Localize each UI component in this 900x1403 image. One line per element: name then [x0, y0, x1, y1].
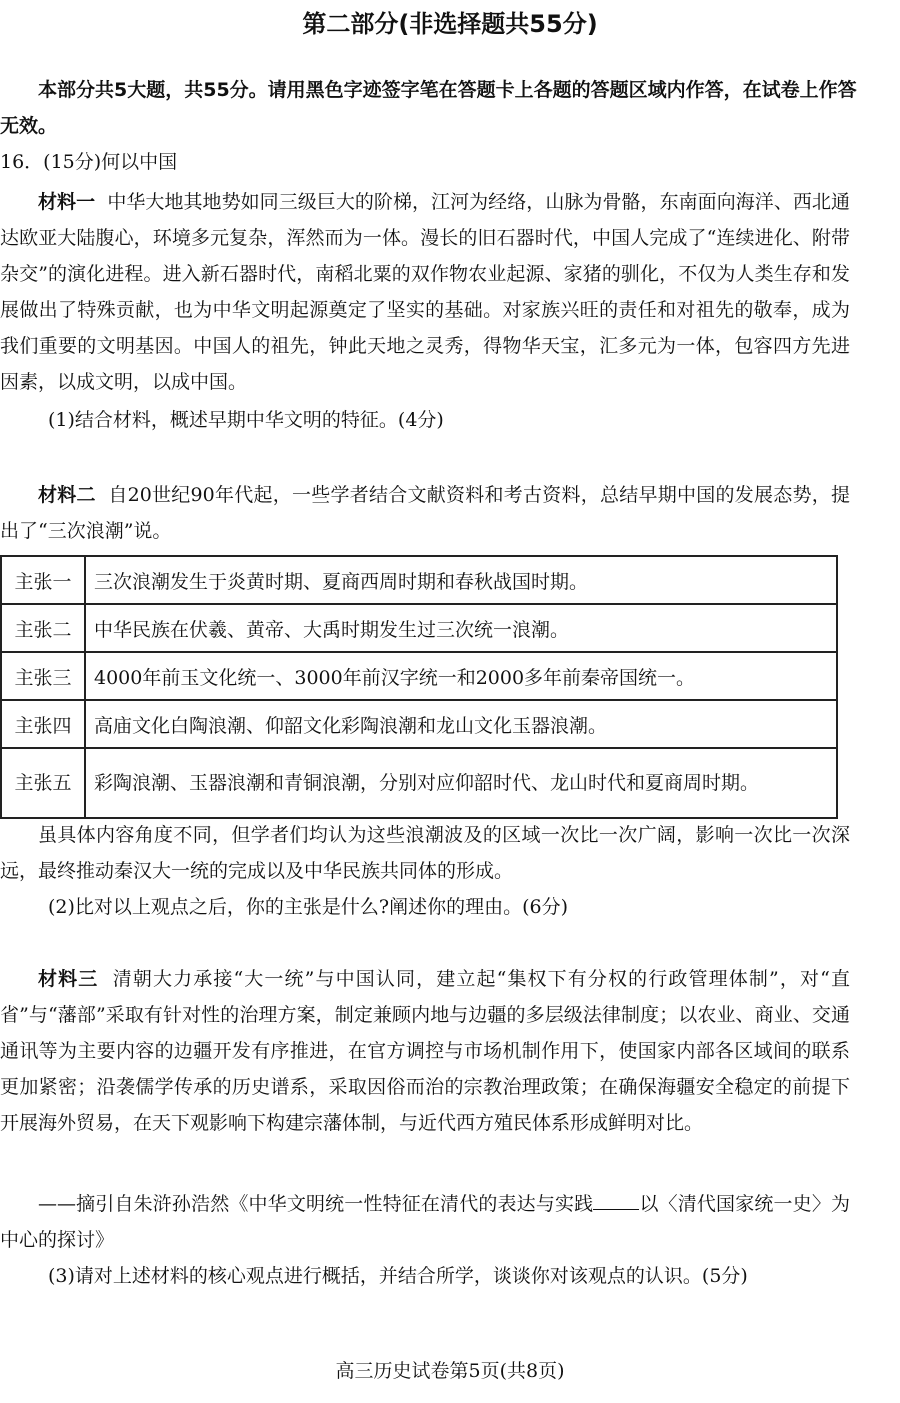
page-footer: 高三历史试卷第5页(共8页)	[335, 1360, 565, 1382]
material-2-label: 材料二	[38, 484, 96, 506]
claim-label: 主张五	[1, 748, 85, 818]
claim-label: 主张四	[1, 700, 85, 748]
sub-question-2: (2)比对以上观点之后，你的主张是什么?阐述你的理由。(6分)	[48, 896, 569, 918]
claim-label: 主张一	[1, 556, 85, 604]
claim-content: 彩陶浪潮、玉器浪潮和青铜浪潮，分别对应仰韶时代、龙山时代和夏商周时期。	[85, 748, 837, 818]
table-row	[1, 604, 837, 652]
material-2-text: 自20世纪90年代起，一些学者结合文献资料和考古资料，总结早期中国的发展态势，提出了“三次浪潮”说。	[0, 484, 850, 542]
sub-question-1: (1)结合材料，概述早期中华文明的特征。(4分)	[48, 409, 444, 431]
material-2	[0, 477, 850, 549]
table-row	[1, 700, 837, 748]
claim-label: 主张二	[1, 604, 85, 652]
table-row	[1, 748, 837, 818]
citation	[0, 1186, 850, 1258]
claim-content: 三次浪潮发生于炎黄时期、夏商西周时期和春秋战国时期。	[85, 556, 837, 604]
instructions: 本部分共5大题，共55分。请用黑色字迹签字笔在答题卡上各题的答题区域内作答，在试卷上作答无效。	[0, 79, 857, 137]
material-2-conclusion: 虽具体内容角度不同，但学者们均认为这些浪潮波及的区域一次比一次广阔，影响一次比一次深远，最终推动秦汉大一统的完成以及中华民族共同体的形成。	[0, 824, 850, 882]
table-row	[1, 652, 837, 700]
sub-question-3: (3)请对上述材料的核心观点进行概括，并结合所学，谈谈你对该观点的认识。(5分)	[48, 1265, 748, 1287]
claim-label: 主张三	[1, 652, 85, 700]
claim-content: 4000年前玉文化统一、3000年前汉字统一和2000多年前秦帝国统一。	[85, 652, 837, 700]
section-title: 第二部分(非选择题共55分)	[302, 10, 598, 38]
material-1-text: 中华大地其地势如同三级巨大的阶梯，江河为经络，山脉为骨骼，东南面向海洋、西北通达欧亚大陆腹心，环境多元复杂，浑然而为一体。漫长的旧石器时代，中国人完成了“连续进化、附带杂交”的演化进程。进入新石器时代，南稻北粟的双作物农业起源、家猪的驯化，不仅为人类生存和发展做出了特殊贡献，也为中华文明起源奠定了坚实的基础。对家族兴旺的责任和对祖先的敬奉，成为我们重要的文明基因。中国人的祖先，钟此天地之灵秀，得物华天宝，汇多元为一体，包容四方先进因素，以成文明，以成中国。	[0, 191, 850, 393]
citation-part-a: ——摘引自朱浒孙浩然《中华文明统一性特征在清代的表达与实践	[38, 1193, 594, 1215]
claim-content: 中华民族在伏羲、黄帝、大禹时期发生过三次统一浪潮。	[85, 604, 837, 652]
claim-content: 高庙文化白陶浪潮、仰韶文化彩陶浪潮和龙山文化玉器浪潮。	[85, 700, 837, 748]
question-number: 16．(15分)何以中国	[0, 151, 178, 173]
material-1-label: 材料一	[38, 191, 96, 213]
claims-table	[0, 555, 838, 819]
table-row	[1, 556, 837, 604]
citation-part-b: 以〈清代国家统一史〉为中心的探讨》	[0, 1193, 850, 1251]
material-3	[0, 961, 850, 1141]
material-3-text: 清朝大力承接“大一统”与中国认同，建立起“集权下有分权的行政管理体制”，对“直省”与“藩部”采取有针对性的治理方案，制定兼顾内地与边疆的多层级法律制度；以农业、商业、交通通讯等为主要内容的边疆开发有序推进，在官方调控与市场机制作用下，使国家内部各区域间的联系更加紧密；沿袭儒学传承的历史谱系，采取因俗而治的宗教治理政策；在确保海疆安全稳定的前提下开展海外贸易，在天下观影响下构建宗藩体制，与近代西方殖民体系形成鲜明对比。	[0, 968, 850, 1134]
material-3-label: 材料三	[38, 968, 99, 990]
material-1	[0, 184, 850, 400]
citation-blank	[593, 1191, 639, 1210]
